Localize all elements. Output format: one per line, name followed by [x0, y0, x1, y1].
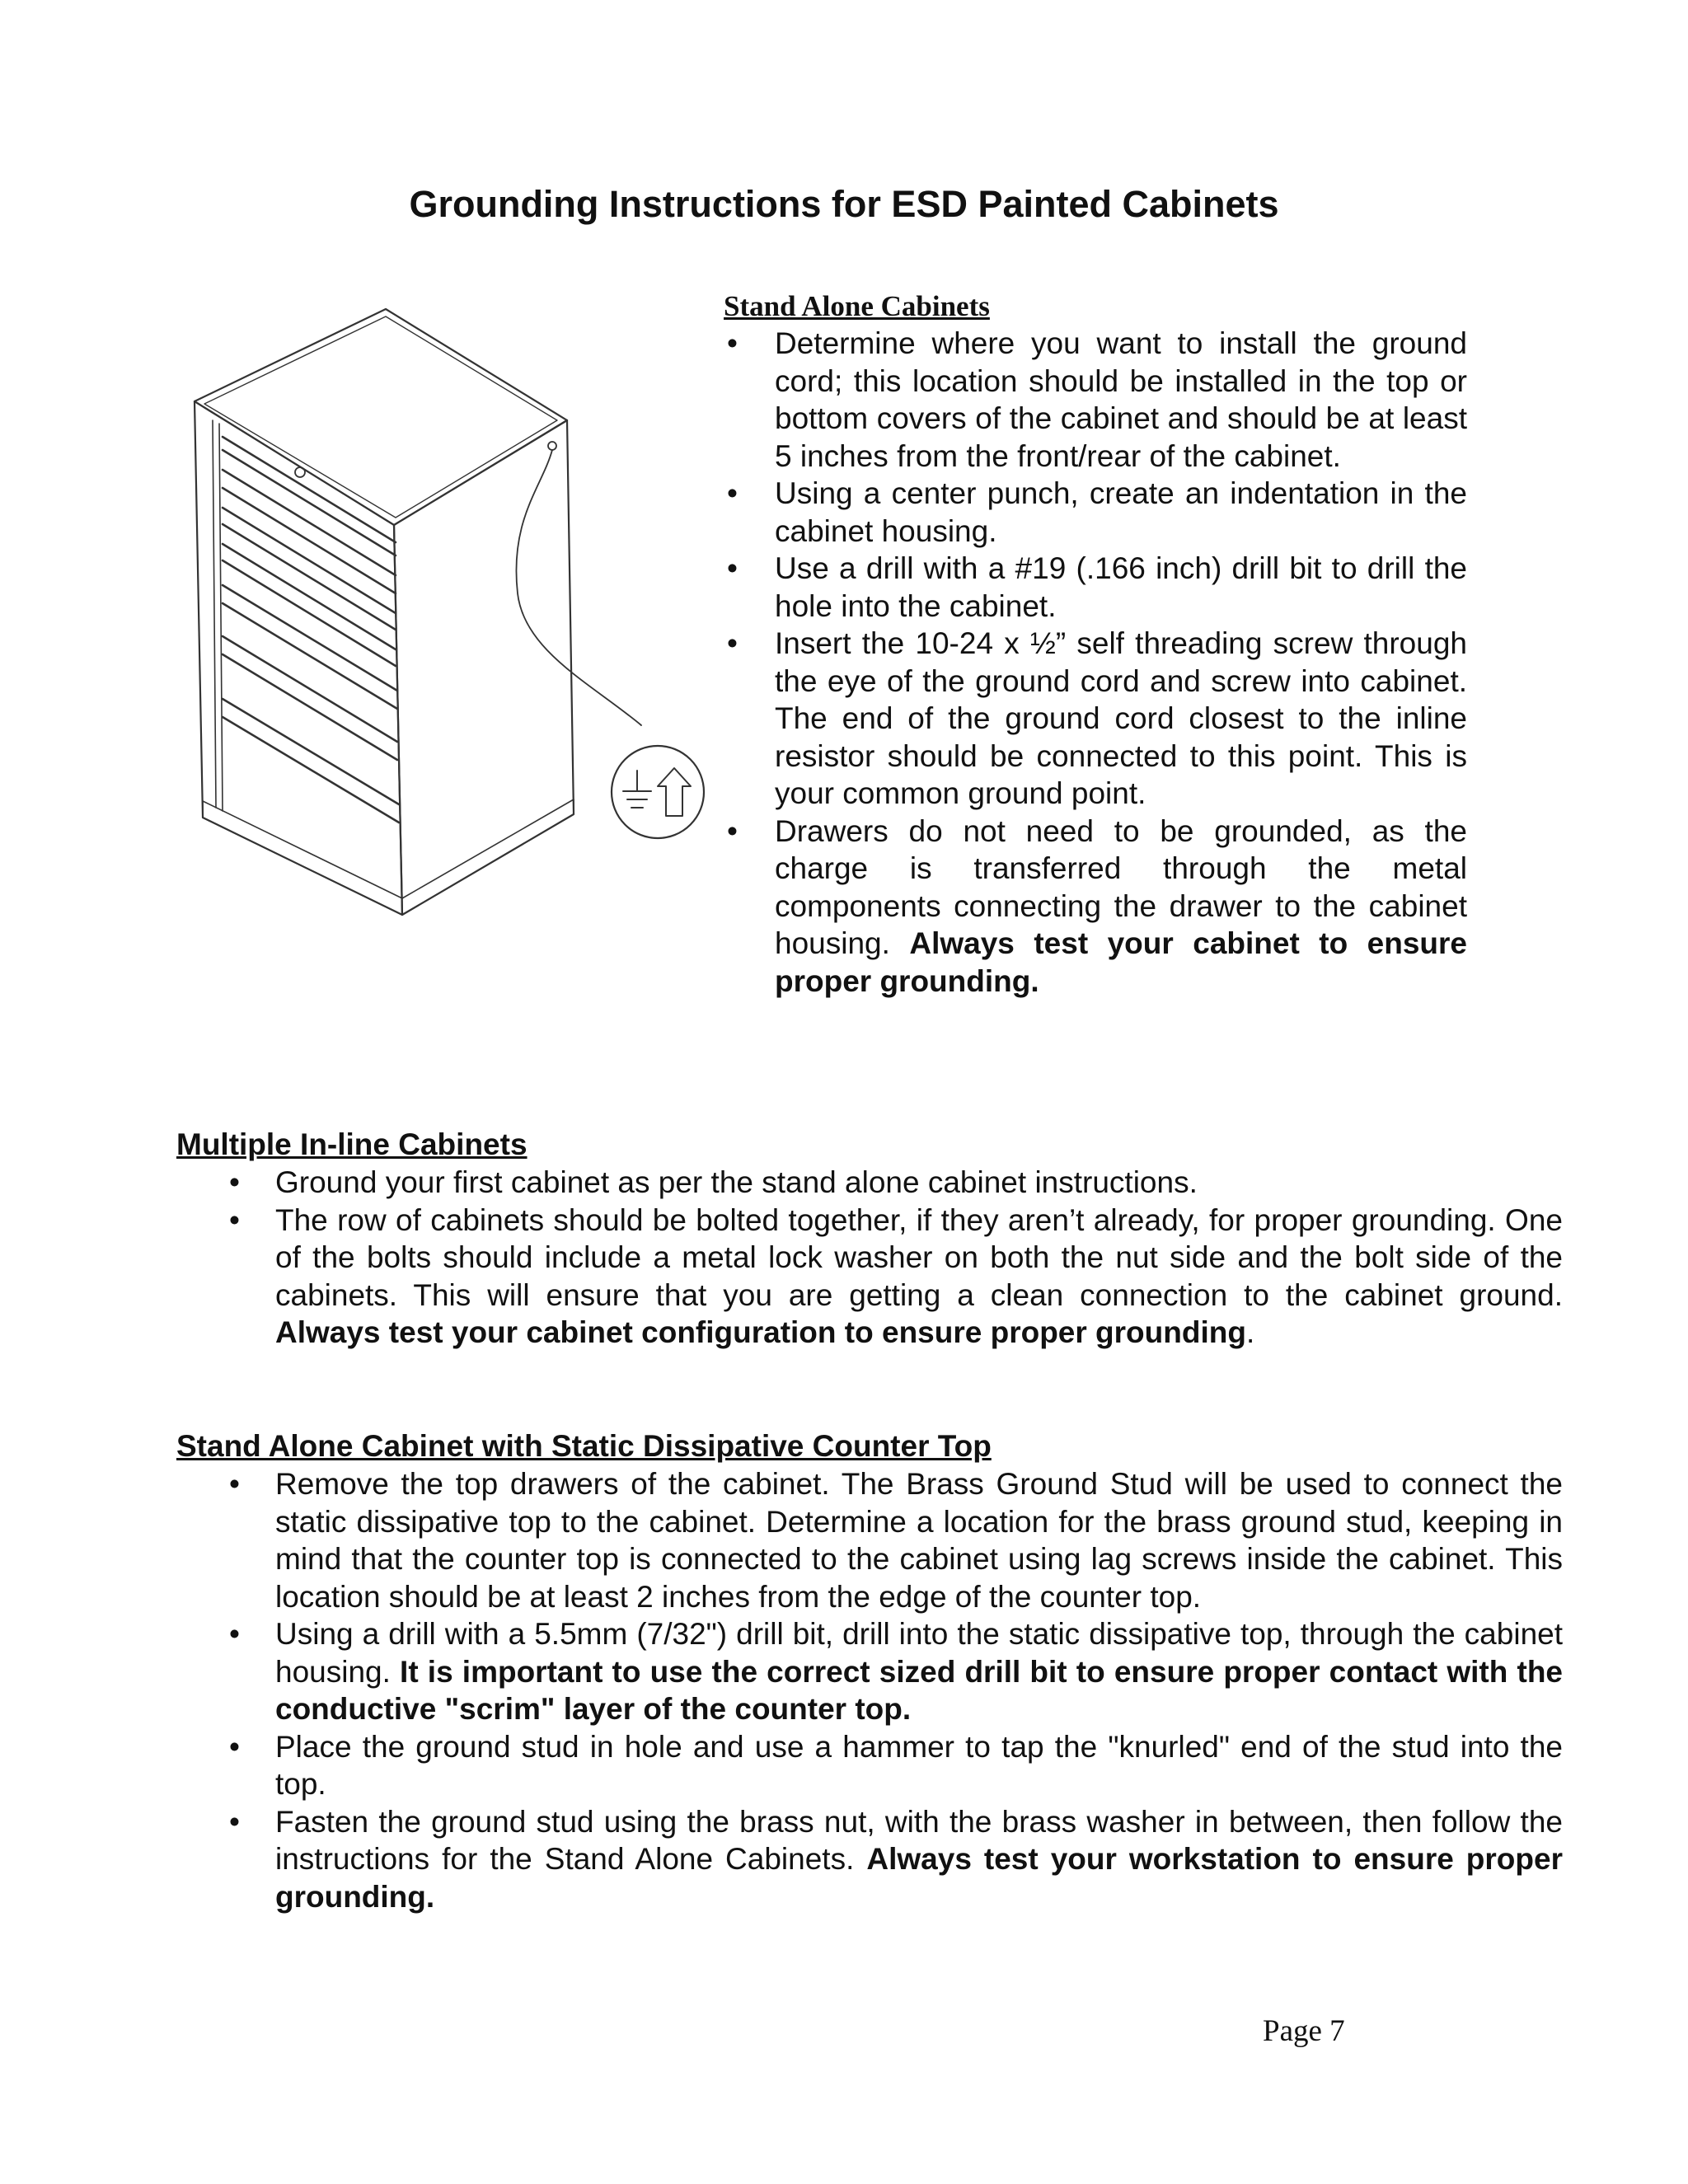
- counter-top-list: [176, 1465, 1563, 1915]
- stand-alone-heading: Stand Alone Cabinets: [724, 290, 990, 322]
- counter-top-heading: Stand Alone Cabinet with Static Dissipative Counter Top: [176, 1429, 992, 1463]
- list-item: • Ground your first cabinet as per the stand alone cabinet instructions.: [176, 1164, 1563, 1202]
- multiple-inline-heading: Multiple In-line Cabinets: [176, 1127, 528, 1161]
- bold-note: It is important to use the correct sized drill bit to ensure proper contact with the conductive "scrim" layer of the counter top.: [275, 1654, 1564, 1726]
- bold-note: Always test your workstation to ensure proper grounding.: [275, 1842, 1563, 1914]
- list-item: • Using a drill with a 5.5mm (7/32") drill bit, drill into the static dissipative top, through the cabinet housing. It is important to use the correct sized drill bit to ensure proper contact with the conductive "scrim" layer of the counter top.: [176, 1615, 1563, 1728]
- cabinet-illustration: [180, 297, 707, 931]
- list-item: • Insert the 10-24 x ½” self threading screw through the eye of the ground cord and screw into cabinet. The end of the ground cord closest to the inline resistor should be connected to this point. This is your common ground point.: [724, 625, 1467, 813]
- bold-note: Always test your cabinet to ensure proper grounding.: [775, 926, 1467, 998]
- list-item: • Drawers do not need to be grounded, as the charge is transferred through the metal components connecting the drawer to the cabinet housing. Always test your cabinet to ensure proper grounding.: [724, 813, 1467, 1001]
- list-item: • The row of cabinets should be bolted together, if they aren’t already, for proper grounding. One of the bolts should include a metal lock washer on both the nut side and the bolt side of the cabinets. This will ensure that you are getting a clean connection to the cabinet ground. Always test your cabinet configuration to ensure proper grounding.: [176, 1202, 1563, 1352]
- list-item: • Fasten the ground stud using the brass nut, with the brass washer in between, then follow the instructions for the Stand Alone Cabinets. Always test your workstation to ensure proper grounding.: [176, 1803, 1563, 1916]
- counter-top-section: [176, 1427, 1563, 1915]
- list-item: • Use a drill with a #19 (.166 inch) drill bit to drill the hole into the cabinet.: [724, 550, 1467, 625]
- list-item: • Place the ground stud in hole and use a hammer to tap the "knurled" end of the stud into the top.: [176, 1728, 1563, 1803]
- page-number: Page 7: [1263, 2014, 1345, 2048]
- stand-alone-list: [724, 325, 1467, 1000]
- list-item: • Determine where you want to install the ground cord; this location should be installed in the top or bottom covers of the cabinet and should be at least 5 inches from the front/rear of the cabinet.: [724, 325, 1467, 475]
- multiple-inline-list: [176, 1164, 1563, 1352]
- stand-alone-section: [724, 288, 1467, 1000]
- multiple-inline-section: [176, 1126, 1563, 1352]
- list-item: • Using a center punch, create an indentation in the cabinet housing.: [724, 475, 1467, 550]
- ground-symbol-icon: [612, 746, 704, 838]
- list-item: • Remove the top drawers of the cabinet. The Brass Ground Stud will be used to connect the static dissipative top to the cabinet. Determine a location for the brass ground stud, keeping in mind that the counter top is connected to the cabinet using lag screws inside the cabinet. This location should be at least 2 inches from the edge of the counter top.: [176, 1465, 1563, 1615]
- page-title: Grounding Instructions for ESD Painted Cabinets: [409, 183, 1279, 225]
- bold-note: Always test your cabinet configuration to ensure proper grounding: [275, 1315, 1246, 1349]
